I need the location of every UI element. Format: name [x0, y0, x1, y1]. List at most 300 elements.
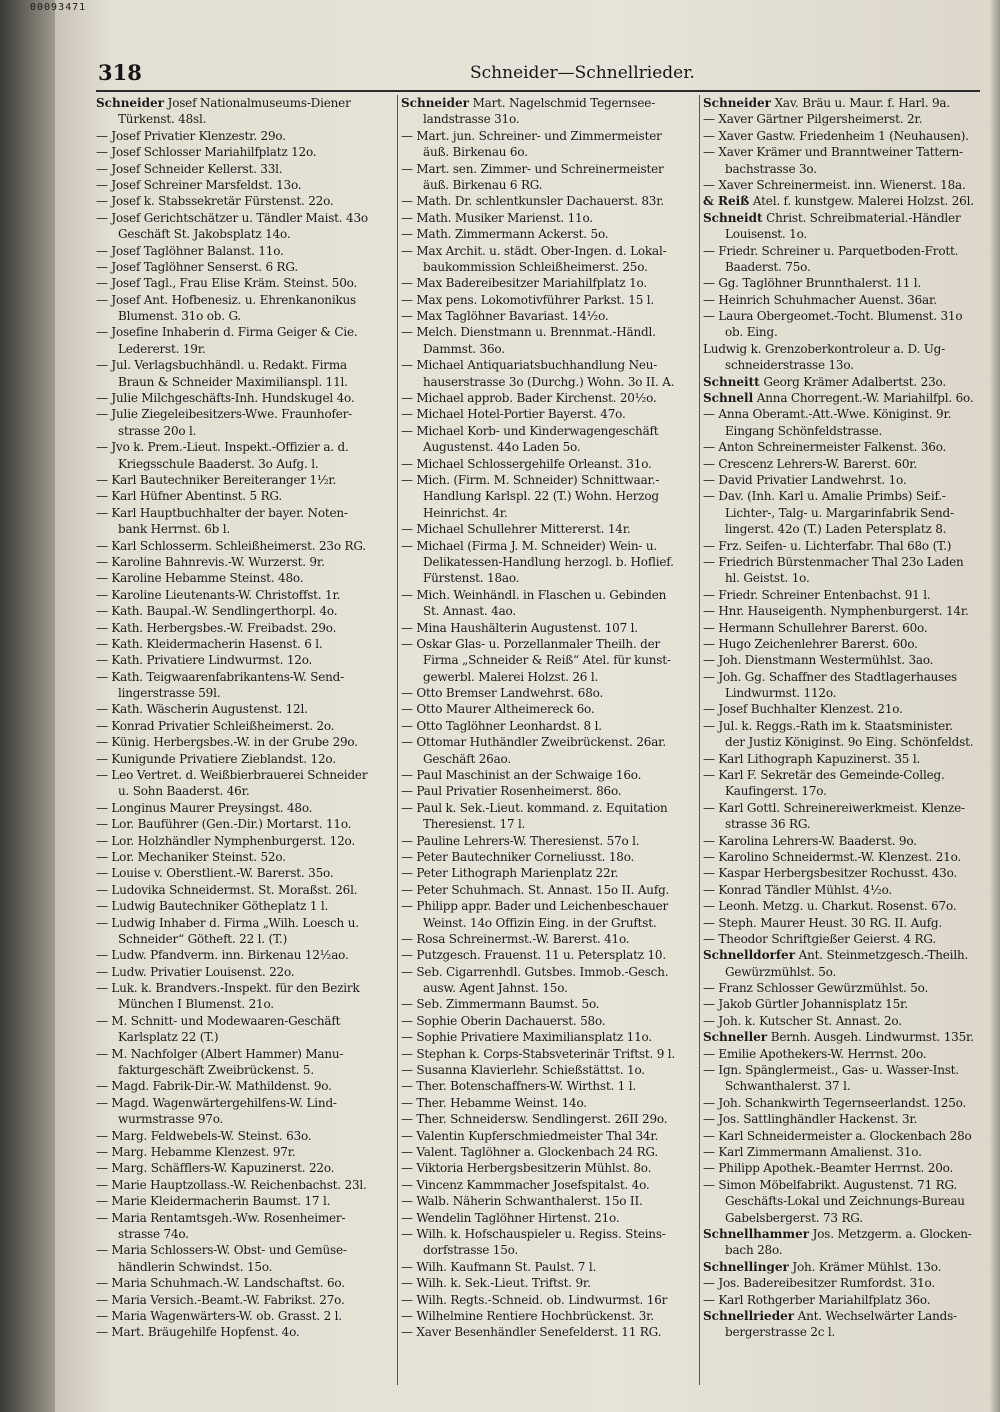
directory-entry — [703, 1111, 1000, 1127]
entry-text: Geschäfts-Lokal und Zeichnungs-Bureau — [725, 1194, 965, 1209]
entry-text: — Jos. Badereibesitzer Rumfordst. 31o. — [703, 1276, 935, 1291]
entry-continuation — [96, 996, 394, 1012]
directory-entry — [96, 1144, 394, 1160]
entry-text: Kaufingerst. 17o. — [725, 784, 827, 799]
directory-entry — [96, 95, 394, 111]
running-head: Schneider—Schnellrieder. — [470, 63, 695, 83]
directory-entry — [96, 259, 394, 275]
directory-entry — [703, 210, 1000, 226]
entry-continuation — [703, 324, 1000, 340]
entry-continuation — [96, 374, 394, 390]
directory-entry — [401, 701, 699, 717]
directory-column-1 — [96, 95, 394, 1395]
entry-text: ob. Eing. — [725, 325, 778, 340]
entry-text: — Heinrich Schuhmacher Auenst. 36ar. — [703, 292, 937, 307]
directory-entry — [401, 210, 699, 226]
directory-entry — [703, 980, 1000, 996]
entry-text: — Ther. Botenschaffners-W. Wirthst. 1 l. — [401, 1079, 636, 1094]
entry-text: — Ludwig Inhaber d. Firma „Wilh. Loesch u. — [96, 915, 359, 930]
directory-entry — [401, 636, 699, 652]
directory-entry — [96, 488, 394, 504]
directory-entry — [96, 603, 394, 619]
directory-entry — [401, 865, 699, 881]
entry-text: — Josef Schneider Kellerst. 33l. — [96, 161, 283, 176]
entry-text: — Longinus Maurer Preysingst. 48o. — [96, 800, 313, 815]
directory-entry — [401, 128, 699, 144]
directory-entry — [96, 1308, 394, 1324]
entry-text: — Josef Taglöhner Senserst. 6 RG. — [96, 259, 298, 274]
directory-entry — [703, 193, 1000, 209]
directory-entry — [401, 996, 699, 1012]
directory-entry — [703, 95, 1000, 111]
entry-text: — Ign. Spänglermeist., Gas- u. Wasser-Inst. — [703, 1063, 959, 1078]
entry-continuation — [401, 751, 699, 767]
entry-text: Ledererst. 19r. — [118, 341, 206, 356]
page-number: 318 — [98, 60, 142, 85]
entry-text: u. Sohn Baaderst. 46r. — [118, 784, 250, 799]
directory-entry — [401, 767, 699, 783]
directory-entry — [96, 1177, 394, 1193]
directory-entry — [703, 292, 1000, 308]
entry-continuation — [401, 505, 699, 521]
directory-entry — [96, 669, 394, 685]
directory-entry — [703, 898, 1000, 914]
directory-entry — [96, 1160, 394, 1176]
entry-continuation — [703, 226, 1000, 242]
directory-entry — [703, 620, 1000, 636]
directory-entry — [703, 538, 1000, 554]
entry-text: — Walb. Näherin Schwanthalerst. 15o II. — [401, 1194, 643, 1209]
entry-continuation — [96, 685, 394, 701]
entry-text: — Kath. Privatiere Lindwurmst. 12o. — [96, 653, 313, 668]
entry-text: — Lor. Mechaniker Steinst. 52o. — [96, 849, 286, 864]
entry-text: — Ther. Schneidersw. Sendlingerst. 26II 29o. — [401, 1112, 668, 1127]
entry-text: — Xaver Gärtner Pilgersheimerst. 2r. — [703, 112, 923, 127]
entry-text: — Anton Schreinermeister Falkenst. 36o. — [703, 440, 947, 455]
directory-entry — [703, 1013, 1000, 1029]
entry-text: — Laura Obergeomet.-Tocht. Blumenst. 31o — [703, 309, 963, 324]
entry-text: — Valentin Kupferschmiedmeister Thal 34r. — [401, 1128, 659, 1143]
entry-continuation — [703, 783, 1000, 799]
directory-entry — [96, 210, 394, 226]
directory-entry — [401, 1292, 699, 1308]
entry-text: bank Herrnst. 6b l. — [118, 522, 231, 537]
entry-continuation — [96, 341, 394, 357]
entry-headword: Schnellrieder — [703, 1308, 795, 1323]
entry-text: — Karl Rothgerber Mariahilfplatz 36o. — [703, 1292, 931, 1307]
entry-continuation — [401, 603, 699, 619]
directory-entry — [96, 636, 394, 652]
entry-text: — Magd. Wagenwärtergehilfens-W. Lind- — [96, 1095, 337, 1110]
directory-entry — [401, 472, 699, 488]
directory-entry — [401, 685, 699, 701]
directory-entry — [401, 275, 699, 291]
entry-continuation — [401, 177, 699, 193]
entry-text: — Friedr. Schreiner u. Parquetboden-Frott. — [703, 243, 959, 258]
directory-entry — [401, 308, 699, 324]
entry-text: Karlsplatz 22 (T.) — [118, 1030, 219, 1045]
directory-entry — [96, 620, 394, 636]
directory-entry — [703, 800, 1000, 816]
directory-entry — [96, 1210, 394, 1226]
directory-entry — [703, 1177, 1000, 1193]
directory-entry — [703, 111, 1000, 127]
directory-entry — [703, 439, 1000, 455]
directory-entry — [703, 1160, 1000, 1176]
entry-text: ausw. Agent Jahnst. 15o. — [423, 981, 568, 996]
directory-entry — [401, 1128, 699, 1144]
entry-text: Weinst. 14o Offizin Eing. in der Gruftst. — [423, 915, 657, 930]
entry-headword: Schnelldorfer — [703, 948, 796, 963]
entry-text: strasse 74o. — [118, 1226, 189, 1241]
entry-text: Ant. Wechselwärter Lands- — [794, 1308, 957, 1323]
entry-text: — Maria Versich.-Beamt.-W. Fabrikst. 27o. — [96, 1292, 345, 1307]
entry-text: — Theodor Schriftgießer Geierst. 4 RG. — [703, 931, 936, 946]
directory-entry — [96, 751, 394, 767]
entry-text: — Ludwig Bautechniker Götheplatz 1 l. — [96, 899, 329, 914]
entry-continuation — [401, 111, 699, 127]
entry-continuation — [401, 341, 699, 357]
directory-entry — [703, 1062, 1000, 1078]
entry-text: Fürstenst. 18ao. — [423, 571, 520, 586]
entry-continuation — [96, 308, 394, 324]
entry-text: Eingang Schönfeldstrasse. — [725, 423, 883, 438]
entry-text: — Mina Haushälterin Augustenst. 107 l. — [401, 620, 638, 635]
entry-text: — Mich. Weinhändl. in Flaschen u. Gebinden — [401, 587, 667, 602]
entry-text: — Kath. Baupal.-W. Sendlingerthorpl. 4o. — [96, 604, 338, 619]
entry-text: — Dav. (Inh. Karl u. Amalie Primbs) Seif.- — [703, 489, 946, 504]
directory-entry — [703, 1275, 1000, 1291]
entry-continuation — [96, 423, 394, 439]
directory-entry — [401, 1308, 699, 1324]
entry-continuation — [96, 783, 394, 799]
entry-text: schneiderstrasse 13o. — [725, 358, 854, 373]
entry-text: — Putzgesch. Frauenst. 11 u. Petersplatz 10. — [401, 948, 666, 963]
directory-entry — [703, 833, 1000, 849]
entry-text: — Julie Milchgeschäfts-Inh. Hundskugel 4o. — [96, 391, 355, 406]
entry-text: — Kath. Teigwaarenfabrikantens-W. Send- — [96, 669, 345, 684]
entry-text: — Xaver Schreinermeist. inn. Wienerst. 18a. — [703, 177, 966, 192]
entry-text: Georg Krämer Adalbertst. 23o. — [759, 374, 946, 389]
entry-text: bach 28o. — [725, 1243, 783, 1258]
directory-entry — [96, 652, 394, 668]
entry-text: gewerbl. Malerei Holzst. 26 l. — [423, 669, 599, 684]
entry-continuation — [401, 915, 699, 931]
entry-text: — Marg. Feldwebels-W. Steinst. 63o. — [96, 1128, 312, 1143]
directory-entry — [96, 554, 394, 570]
entry-text: — Michael (Firma J. M. Schneider) Wein- u. — [401, 538, 658, 553]
directory-entry — [703, 1226, 1000, 1242]
entry-text: — Xaver Krämer und Branntweiner Tattern- — [703, 145, 963, 160]
directory-entry — [703, 767, 1000, 783]
entry-text: — M. Nachfolger (Albert Hammer) Manu- — [96, 1046, 344, 1061]
directory-entry — [703, 865, 1000, 881]
entry-text: — Josef Ant. Hofbenesiz. u. Ehrenkanonikus — [96, 292, 357, 307]
directory-entry — [96, 1013, 394, 1029]
entry-text: — Josef Tagl., Frau Elise Kräm. Steinst. 50o. — [96, 276, 358, 291]
entry-text: — Karl Hüfner Abentinst. 5 RG. — [96, 489, 282, 504]
directory-entry — [96, 390, 394, 406]
entry-text: — Michael Hotel-Portier Bayerst. 47o. — [401, 407, 626, 422]
entry-text: — Franz Schlosser Gewürzmühlst. 5o. — [703, 981, 929, 996]
entry-text: — Ottomar Huthändler Zweibrückenst. 26ar. — [401, 735, 666, 750]
entry-text: — Frz. Seifen- u. Lichterfabr. Thal 68o (T.) — [703, 538, 952, 553]
entry-text: — Mart. jun. Schreiner- und Zimmermeister — [401, 128, 662, 143]
directory-entry — [96, 915, 394, 931]
entry-text: — M. Schnitt- und Modewaaren-Geschäft — [96, 1013, 341, 1028]
directory-entry — [96, 718, 394, 734]
entry-text: Geschäft 26ao. — [423, 751, 511, 766]
entry-text: — Karl Schlosserm. Schleißheimerst. 23o RG. — [96, 538, 366, 553]
directory-entry — [401, 1324, 699, 1340]
entry-continuation — [401, 669, 699, 685]
entry-headword: Schneider — [703, 96, 771, 110]
entry-text: — Maria Schuhmach.-W. Landschaftst. 6o. — [96, 1276, 345, 1291]
directory-entry — [703, 275, 1000, 291]
entry-text: Gabelsbergerst. 73 RG. — [725, 1210, 863, 1225]
directory-entry — [703, 996, 1000, 1012]
entry-text: — Karl Gottl. Schreinereiwerkmeist. Klenze- — [703, 800, 965, 815]
entry-text: — Wendelin Taglöhner Hirtenst. 21o. — [401, 1210, 620, 1225]
column-rule — [397, 95, 398, 1385]
entry-text: — Karl Hauptbuchhalter der bayer. Noten- — [96, 505, 348, 520]
entry-text: — Wilh. Regts.-Schneid. ob. Lindwurmst. 16r — [401, 1292, 668, 1307]
entry-text: Anna Chorregent.-W. Mariahilfpl. 6o. — [753, 391, 974, 406]
directory-entry — [401, 1177, 699, 1193]
entry-text: — Hugo Zeichenlehrer Barerst. 60o. — [703, 636, 918, 651]
directory-entry — [96, 767, 394, 783]
directory-entry — [401, 1013, 699, 1029]
directory-column-3 — [703, 95, 1000, 1395]
directory-entry — [96, 898, 394, 914]
entry-continuation — [96, 1062, 394, 1078]
entry-text: — Rosa Schreinermst.-W. Barerst. 41o. — [401, 931, 630, 946]
entry-text: — Friedr. Schreiner Entenbachst. 91 l. — [703, 587, 931, 602]
entry-text: — Josef Privatier Klenzestr. 29o. — [96, 128, 286, 143]
entry-text: — Vincenz Kammmacher Josefspitalst. 4o. — [401, 1177, 650, 1192]
entry-headword: Schneider — [401, 96, 469, 110]
entry-continuation — [96, 931, 394, 947]
entry-text: — Jul. Verlagsbuchhändl. u. Redakt. Firma — [96, 358, 347, 373]
entry-continuation — [96, 1029, 394, 1045]
entry-text: fakturgeschäft Zweibrückenst. 5. — [118, 1063, 314, 1078]
entry-text: — Magd. Fabrik-Dir.-W. Mathildenst. 9o. — [96, 1079, 332, 1094]
entry-text: — Math. Dr. schlentkunsler Dachauerst. 83r. — [401, 194, 665, 209]
entry-text: — Xaver Besenhändler Senefelderst. 11 RG. — [401, 1325, 662, 1340]
directory-entry — [401, 1062, 699, 1078]
entry-text: — Mich. (Firm. M. Schneider) Schnittwaar.- — [401, 472, 660, 487]
entry-text: — Xaver Gastw. Friedenheim 1 (Neuhausen). — [703, 128, 969, 143]
directory-entry — [96, 1193, 394, 1209]
entry-text: — Kunigunde Privatiere Zieblandst. 12o. — [96, 751, 336, 766]
directory-entry — [96, 947, 394, 963]
directory-entry — [96, 849, 394, 865]
entry-text: Gewürzmühlst. 5o. — [725, 964, 837, 979]
entry-text: Joh. Krämer Mühlst. 13o. — [788, 1259, 942, 1274]
entry-text: — Paul Privatier Rosenheimerst. 86o. — [401, 784, 622, 799]
entry-headword: Schneller — [703, 1030, 768, 1045]
directory-entry — [703, 406, 1000, 422]
entry-text: Augustenst. 44o Laden 5o. — [423, 440, 581, 455]
directory-entry — [703, 1292, 1000, 1308]
directory-entry — [703, 669, 1000, 685]
entry-text: — Sophie Privatiere Maximiliansplatz 11o. — [401, 1030, 652, 1045]
directory-entry — [401, 947, 699, 963]
entry-text: — Karl Schneidermeister a. Glockenbach 28o — [703, 1128, 972, 1143]
directory-entry — [96, 538, 394, 554]
entry-text: — Seb. Cigarrenhdl. Gutsbes. Immob.-Gesch. — [401, 964, 669, 979]
entry-text: — Josef k. Stabssekretär Fürstenst. 22o. — [96, 194, 334, 209]
entry-text: — Karl Lithograph Kapuzinerst. 35 l. — [703, 751, 921, 766]
directory-entry — [401, 1095, 699, 1111]
entry-text: — Wilh. k. Hofschauspieler u. Regiss. Steins- — [401, 1226, 666, 1241]
entry-text: — Mart. Bräugehilfe Hopfenst. 4o. — [96, 1325, 300, 1340]
entry-text: — Maria Wagenwärters-W. ob. Grasst. 2 l. — [96, 1308, 342, 1323]
entry-text: — Otto Maurer Altheimereck 6o. — [401, 702, 595, 717]
entry-text: — Mart. sen. Zimmer- und Schreinermeister — [401, 161, 664, 176]
entry-continuation — [703, 1078, 1000, 1094]
directory-entry — [96, 193, 394, 209]
directory-entry — [401, 1160, 699, 1176]
directory-entry — [703, 1046, 1000, 1062]
directory-entry — [401, 390, 699, 406]
entry-continuation — [703, 161, 1000, 177]
entry-text: — Ther. Hebamme Weinst. 14o. — [401, 1095, 587, 1110]
entry-text: Schneider“ Götheft. 22 l. (T.) — [118, 931, 288, 946]
entry-text: — Ludw. Pfandverm. inn. Birkenau 12½ao. — [96, 948, 349, 963]
entry-text: Baaderst. 75o. — [725, 259, 811, 274]
directory-entry — [401, 357, 699, 373]
directory-entry — [96, 833, 394, 849]
directory-entry — [401, 898, 699, 914]
directory-entry — [401, 95, 699, 111]
directory-entry — [96, 1292, 394, 1308]
entry-text: — Karl Bautechniker Bereiteranger 1½r. — [96, 472, 337, 487]
entry-text: — Viktoria Herbergsbesitzerin Mühlst. 8o. — [401, 1161, 652, 1176]
directory-entry — [96, 980, 394, 996]
entry-text: händlerin Schwindst. 15o. — [118, 1259, 273, 1274]
entry-text: — Maria Rentamtsgeh.-Ww. Rosenheimer- — [96, 1210, 346, 1225]
entry-text: wurmstrasse 97o. — [118, 1112, 224, 1127]
directory-entry — [96, 816, 394, 832]
directory-entry — [96, 800, 394, 816]
entry-headword: Schnellinger — [703, 1259, 789, 1274]
directory-entry — [703, 587, 1000, 603]
entry-text: Bernh. Ausgeh. Lindwurmst. 135r. — [767, 1030, 974, 1045]
entry-text: — Josef Gerichtschätzer u. Tändler Maist. 43o — [96, 210, 368, 225]
directory-entry — [703, 1259, 1000, 1275]
entry-text: bergerstrasse 2c l. — [725, 1325, 836, 1340]
directory-entry — [401, 243, 699, 259]
directory-entry — [401, 718, 699, 734]
entry-text: — Max Taglöhner Bavariast. 14½o. — [401, 309, 609, 324]
entry-text: — Karoline Hebamme Steinst. 48o. — [96, 571, 304, 586]
entry-text: — Philipp Apothek.-Beamter Herrnst. 20o. — [703, 1161, 954, 1176]
entry-text: — Susanna Klavierlehr. Schießstättst. 1o. — [401, 1063, 645, 1078]
entry-continuation — [703, 1193, 1000, 1209]
directory-entry — [703, 177, 1000, 193]
entry-text: Theresienst. 17 l. — [423, 817, 526, 832]
directory-entry — [703, 341, 1000, 357]
directory-entry — [401, 1193, 699, 1209]
entry-text: — Peter Lithograph Marienplatz 22r. — [401, 866, 619, 881]
directory-entry — [703, 456, 1000, 472]
entry-text: — Valent. Taglöhner a. Glockenbach 24 RG. — [401, 1145, 658, 1159]
entry-text: Mart. Nagelschmid Tegernsee- — [468, 96, 656, 110]
entry-text: — Josef Buchhalter Klenzest. 21o. — [703, 702, 903, 717]
directory-entry — [96, 357, 394, 373]
entry-text: — Jvo k. Prem.-Lieut. Inspekt.-Offizier a. d. — [96, 440, 349, 455]
directory-entry — [401, 1275, 699, 1291]
entry-text: Handlung Karlspl. 22 (T.) Wohn. Herzog — [423, 489, 659, 504]
directory-entry — [401, 1210, 699, 1226]
directory-entry — [96, 275, 394, 291]
directory-entry — [703, 144, 1000, 160]
entry-text: — Kaspar Herbergsbesitzer Rochusst. 43o. — [703, 866, 958, 881]
directory-entry — [401, 882, 699, 898]
entry-text: — Pauline Lehrers-W. Theresienst. 57o l. — [401, 833, 640, 848]
directory-entry — [703, 1029, 1000, 1045]
directory-entry — [96, 439, 394, 455]
directory-entry — [401, 1144, 699, 1160]
entry-text: — Leonh. Metzg. u. Charkut. Rosenst. 67o. — [703, 899, 957, 914]
entry-text: bachstrasse 3o. — [725, 161, 817, 176]
entry-text: — Joh. Gg. Schaffner des Stadtlagerhauses — [703, 669, 957, 684]
entry-text: — Josef Taglöhner Balanst. 11o. — [96, 243, 284, 258]
entry-text: — Hermann Schullehrer Barerst. 60o. — [703, 620, 928, 635]
entry-text: Christ. Schreibmaterial.-Händler — [762, 210, 961, 225]
directory-entry — [96, 734, 394, 750]
directory-entry — [401, 193, 699, 209]
directory-entry — [401, 1078, 699, 1094]
directory-entry — [401, 1046, 699, 1062]
directory-entry — [96, 964, 394, 980]
directory-entry — [703, 718, 1000, 734]
entry-text: — Josefine Inhaberin d. Firma Geiger & Cie. — [96, 325, 358, 340]
entry-continuation — [96, 226, 394, 242]
directory-entry — [703, 652, 1000, 668]
directory-entry — [401, 1226, 699, 1242]
entry-continuation — [96, 1111, 394, 1127]
directory-entry — [703, 128, 1000, 144]
directory-entry — [703, 701, 1000, 717]
entry-text: Louisenst. 1o. — [725, 227, 808, 242]
entry-continuation — [96, 456, 394, 472]
entry-text: — Max pens. Lokomotivführer Parkst. 15 l. — [401, 292, 654, 307]
entry-continuation — [96, 1259, 394, 1275]
directory-entry — [703, 636, 1000, 652]
directory-entry — [703, 1095, 1000, 1111]
entry-text: — Michael Korb- und Kinderwagengeschäft — [401, 423, 659, 438]
entry-continuation — [401, 570, 699, 586]
directory-entry — [96, 1078, 394, 1094]
entry-text: — Marie Hauptzollass.-W. Reichenbachst. 23l. — [96, 1177, 367, 1192]
entry-text: — Kath. Kleidermacherin Hasenst. 6 l. — [96, 636, 323, 651]
entry-text: Lindwurmst. 112o. — [725, 686, 837, 701]
directory-entry — [703, 947, 1000, 963]
entry-text: — Marg. Hebamme Klenzest. 97r. — [96, 1145, 296, 1159]
entry-continuation — [703, 423, 1000, 439]
directory-entry — [401, 587, 699, 603]
directory-entry — [96, 177, 394, 193]
entry-text: Josef Nationalmuseums-Diener — [163, 96, 351, 110]
entry-continuation — [96, 521, 394, 537]
entry-text: — David Privatier Landwehrst. 1o. — [703, 472, 907, 487]
entry-continuation — [703, 570, 1000, 586]
directory-entry — [96, 1242, 394, 1258]
directory-entry — [703, 931, 1000, 947]
entry-continuation — [401, 488, 699, 504]
